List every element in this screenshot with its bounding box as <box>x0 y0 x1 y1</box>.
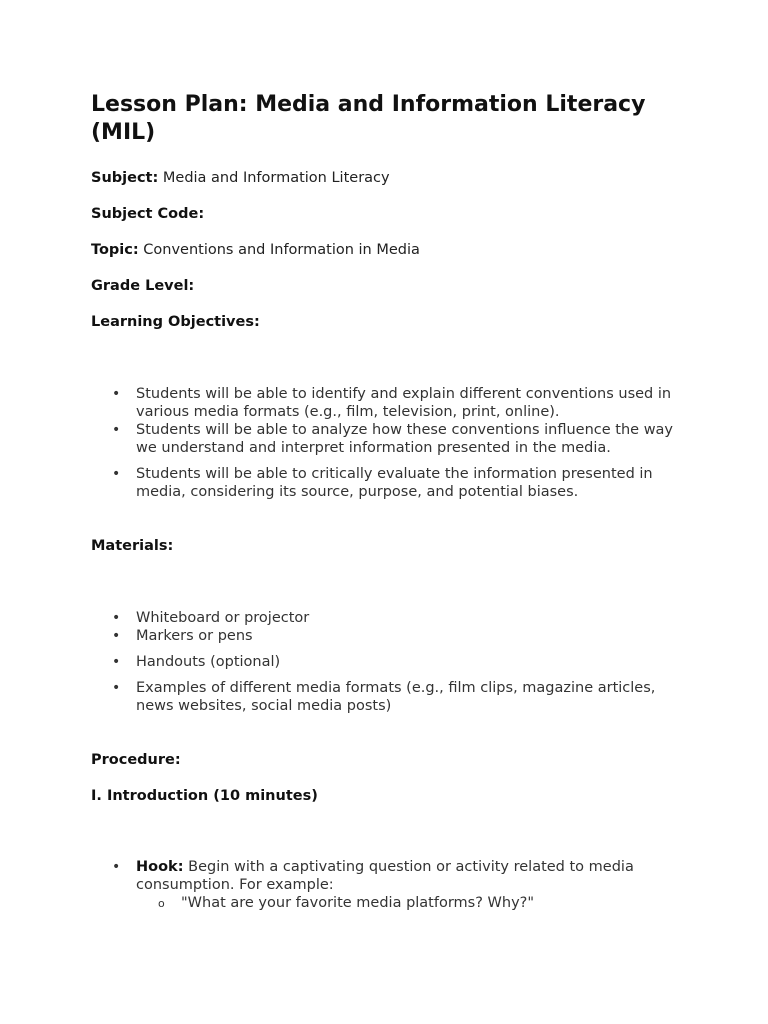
bullet-icon: • <box>112 859 121 875</box>
list-item: • Students will be able to critically evaluate the information presented in media, considering its source, purpose, and potential biases. <box>112 466 653 500</box>
list-item: • Students will be able to identify and explain different conventions used in various media formats (e.g., film, television, print, online). <box>112 386 672 420</box>
introduction-list <box>91 858 691 912</box>
document-title: Lesson Plan: Media and Information Literacy (MIL) <box>91 92 646 145</box>
hook-label: Hook: <box>136 859 184 875</box>
introduction-heading: I. Introduction (10 minutes) <box>91 788 318 804</box>
list-item: • Examples of different media formats (e.g., film clips, magazine articles, news websites, social media posts) <box>112 680 656 714</box>
subject-code-field <box>91 205 204 223</box>
subject-field <box>91 169 390 187</box>
list-item: • Handouts (optional) <box>112 654 281 670</box>
bullet-icon: • <box>112 466 121 482</box>
learning-objectives-heading: Learning Objectives: <box>91 314 260 330</box>
procedure-heading: Procedure: <box>91 752 181 768</box>
document-page <box>91 91 691 911</box>
circle-bullet-icon: o <box>158 897 165 910</box>
hook-sub-list <box>136 894 691 912</box>
subject-label: Subject: <box>91 170 159 186</box>
list-item <box>91 858 691 912</box>
hook-text: Begin with a captivating question or activity related to media consumption. For example: <box>136 859 634 893</box>
bullet-icon: • <box>112 386 121 402</box>
bullet-icon: • <box>112 628 121 644</box>
bullet-icon: • <box>112 422 121 438</box>
materials-heading: Materials: <box>91 538 174 554</box>
learning-objectives-list <box>91 385 691 501</box>
list-item: • Whiteboard or projector <box>112 610 310 626</box>
bullet-icon: • <box>112 610 121 626</box>
bullet-icon: • <box>112 680 121 696</box>
sub-list-item: o "What are your favorite media platforms? Why?" <box>158 895 535 911</box>
list-item: • Students will be able to analyze how these conventions influence the way we understand and interpret information presented in the media. <box>112 422 674 456</box>
grade-level-label: Grade Level: <box>91 278 195 294</box>
topic-label: Topic: <box>91 242 139 258</box>
topic-field <box>91 241 420 259</box>
subject-value: Media and Information Literacy <box>162 170 390 186</box>
subject-code-label: Subject Code: <box>91 206 205 222</box>
bullet-icon: • <box>112 654 121 670</box>
grade-level-field <box>91 277 194 295</box>
list-item: • Markers or pens <box>112 628 253 644</box>
topic-value: Conventions and Information in Media <box>143 242 420 258</box>
materials-list <box>91 609 691 715</box>
